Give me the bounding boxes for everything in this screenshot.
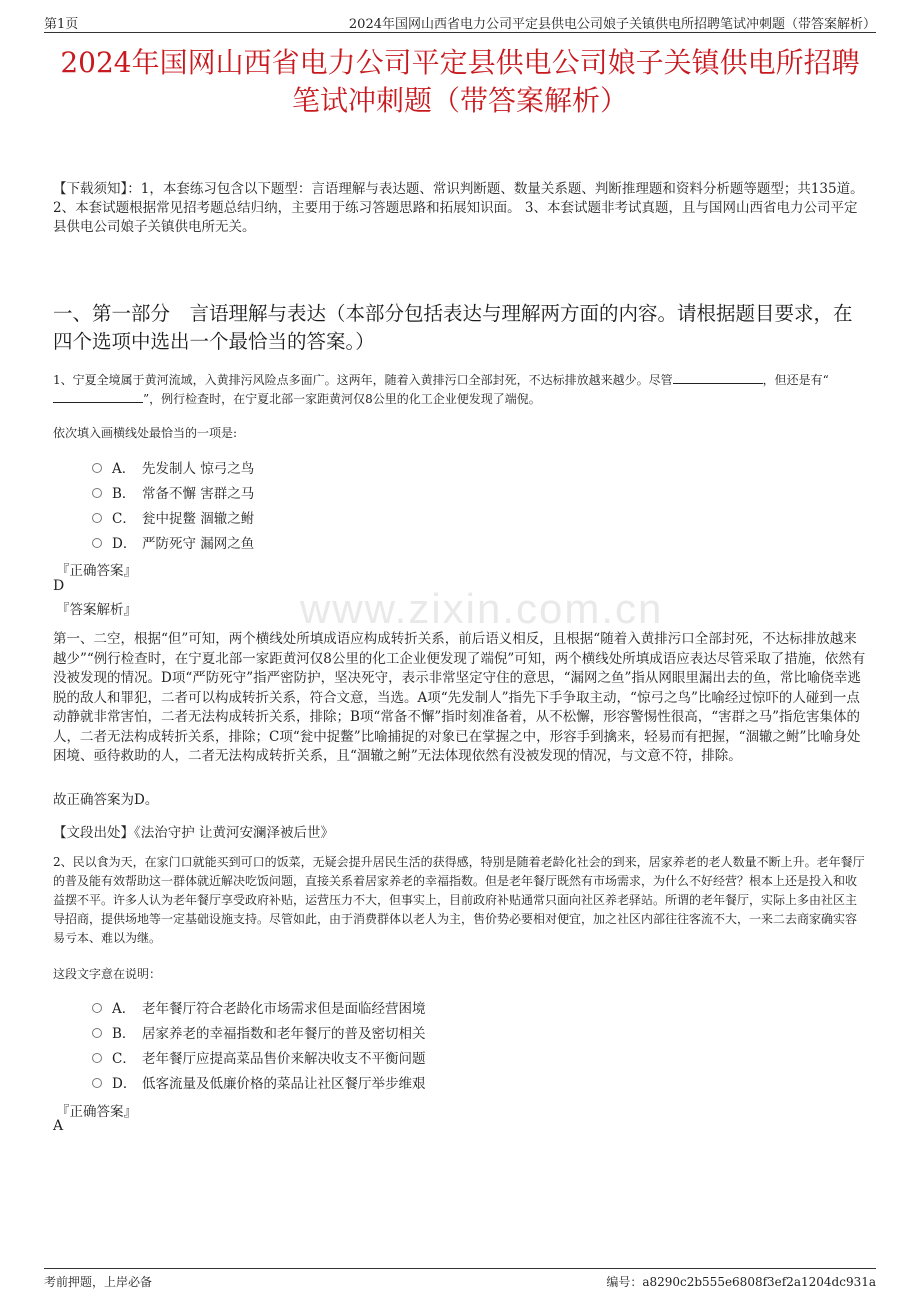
option-c[interactable]: C． 瓮中捉鳖 涸辙之鲋 [92, 504, 254, 529]
option-d[interactable]: D． 严防死守 漏网之鱼 [92, 529, 254, 554]
answer-label: 『正确答案』 [56, 563, 137, 579]
option-a[interactable]: A． 老年餐厅符合老龄化市场需求但是面临经营困境 [92, 994, 426, 1019]
footer-slogan: 考前押题，上岸必备 [44, 1275, 153, 1289]
page-header [44, 10, 876, 33]
radio-icon[interactable] [92, 1053, 102, 1063]
document-id: 编号：a8290c2b555e6808f3ef2a1204dc931a [606, 1275, 876, 1289]
answer-label: 『正确答案』 [56, 1104, 137, 1120]
option-c[interactable]: C． 老年餐厅应提高菜品售价来解决收支不平衡问题 [92, 1044, 426, 1069]
question-1-text: 1、宁夏全境属于黄河流域，入黄排污风险点多面广。这两年，随着入黄排污口全部封死，不达标排放越来越少。尽管 ，但还是有“”，例行检查时，在宁夏北部一家距黄河仅8公里的化工企业便发现了端倪。 [53, 373, 829, 406]
answer-value: A [53, 1118, 64, 1134]
question-2-text: 2、民以食为天，在家门口就能买到可口的饭菜，无疑会提升居民生活的获得感，特别是随着老龄化社会的到来，居家养老的老人数量不断上升。老年餐厅的普及能有效帮助这一群体就近解决吃饭问题，直接关系着居家养老的幸福指数。但是老年餐厅既然有市场需求，为什么不好经营？根本上还是投入和收益摆不平。许多人认为老年餐厅享受政府补贴，运营压力不大，但事实上，目前政府补贴通常只面向社区养老驿站。所谓的老年餐厅，实际上多由社区主导招商，提供场地等一定基础设施支持。尽管如此，由于消费群体以老人为主，售价势必要相对便宜，加之社区内部往往客流不大，一来二去商家确实容易亏本、难以为继。 [53, 855, 865, 945]
radio-icon[interactable] [92, 488, 102, 498]
section-heading: 一、第一部分 言语理解与表达（本部分包括表达与理解两方面的内容。请根据题目要求，在四个选项中选出一个最恰当的答案。） [53, 302, 853, 353]
radio-icon[interactable] [92, 538, 102, 548]
watermark: www.zixin.com.cn [300, 585, 664, 632]
radio-icon[interactable] [92, 1003, 102, 1013]
analysis-label: 『答案解析』 [56, 602, 137, 618]
page-footer [44, 1268, 876, 1289]
radio-icon[interactable] [92, 513, 102, 523]
header-doc-title: 2024年国网山西省电力公司平定县供电公司娘子关镇供电所招聘笔试冲刺题（带答案解析） [348, 17, 876, 32]
option-d[interactable]: D． 低客流量及低廉价格的菜品让社区餐厅举步维艰 [92, 1069, 426, 1094]
question-2-prompt: 这段文字意在说明： [53, 967, 162, 981]
document-title: 2024年国网山西省电力公司平定县供电公司娘子关镇供电所招聘笔试冲刺题（带答案解析） [60, 46, 860, 117]
option-b[interactable]: B． 常备不懈 害群之马 [92, 479, 254, 504]
source-citation: 【文段出处】《法治守护 让黄河安澜泽被后世》 [53, 825, 335, 841]
answer-value: D [53, 578, 65, 594]
radio-icon[interactable] [92, 1078, 102, 1088]
blank-1 [673, 371, 763, 384]
download-notice: 【下载须知】：1，本套练习包含以下题型：言语理解与表达题、常识判断题、数量关系题、判断推理题和资料分析题等题型；共135道。 2、本套试题根据常见招考题总结归纳，主要用于练习答题思路和拓展知识面。 3、本套试题非考试真题，且与国网山西省电力公司平定县供电公司娘子关镇供电所无关。 [53, 181, 864, 235]
answer-analysis: 第一、二空，根据“但”可知，两个横线处所填成语应构成转折关系，前后语义相反，且根据“随着入黄排污口全部封死，不达标排放越来越少”“例行检查时，在宁夏北部一家距黄河仅8公里的化工企业便发现了端倪”可知，两个横线处所填成语应表达尽管采取了措施，依然有没被发现的情况。D项“严防死守”指严密防护，坚决死守，表示非常坚定守住的意思，“漏网之鱼”指从网眼里漏出去的鱼，常比喻侥幸逃脱的敌人和罪犯，二者可以构成转折关系，符合文意，当选。A项“先发制人”指先下手争取主动，“惊弓之鸟”比喻经过惊吓的人碰到一点动静就非常害怕，二者无法构成转折关系，排除；B项“常备不懈”指时刻准备着，从不松懈，形容警惕性很高，“害群之马”指危害集体的人，二者无法构成转折关系，排除；C项“瓮中捉鳖”比喻捕捉的对象已在掌握之中，形容手到擒来，轻易而有把握，“涸辙之鲋”比喻身处困境、亟待救助的人，二者无法构成转折关系，且“涸辙之鲋”无法体现依然有没被发现的情况，与文意不符，排除。 [53, 631, 866, 764]
blank-2 [53, 390, 143, 403]
question-1-options [92, 454, 254, 554]
radio-icon[interactable] [92, 463, 102, 473]
option-a[interactable]: A． 先发制人 惊弓之鸟 [92, 454, 254, 479]
radio-icon[interactable] [92, 1028, 102, 1038]
conclusion: 故正确答案为D。 [53, 792, 159, 808]
option-b[interactable]: B． 居家养老的幸福指数和老年餐厅的普及密切相关 [92, 1019, 426, 1044]
page-number: 第1页 [44, 17, 79, 32]
question-2-options [92, 994, 426, 1094]
question-1-prompt: 依次填入画横线处最恰当的一项是: [53, 426, 238, 440]
